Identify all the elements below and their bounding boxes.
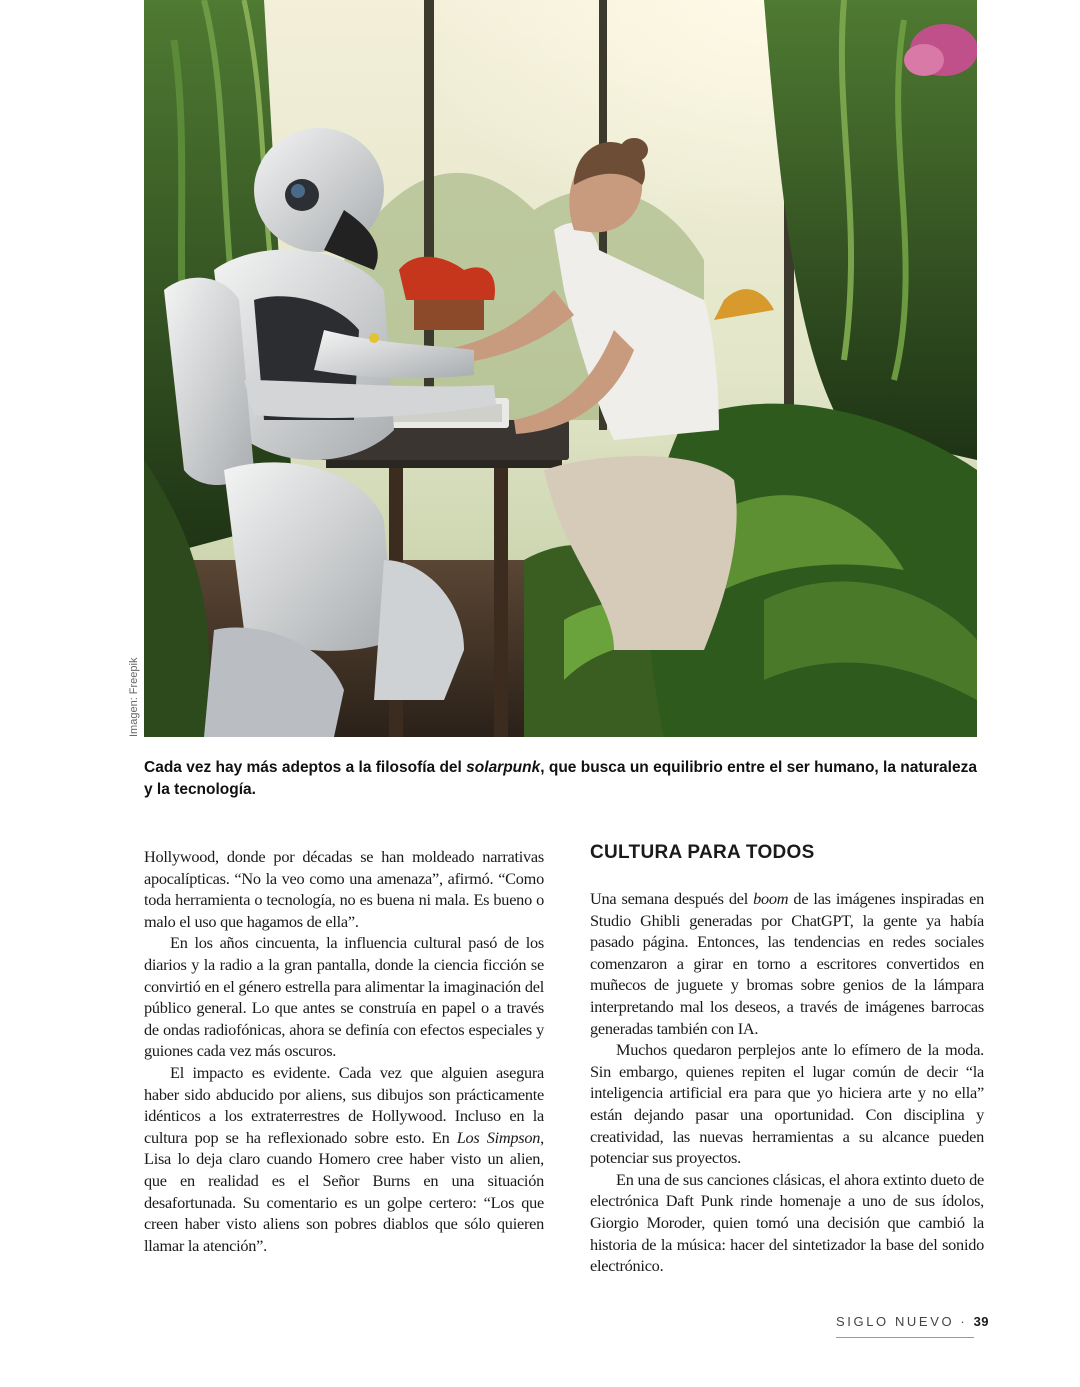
section-heading: CULTURA PARA TODOS [590, 842, 815, 863]
paragraph-text: de las imágenes inspiradas en Studio Ghibli generadas por ChatGPT, la gente ya había pasado página. Entonces, las tendencias en redes sociales comenzaron a girar en torno a escritores convertidos en muñecos de juguete y bromas sobre genios de la lámpara interpretando mal los deseos, a través de imágenes barrocas generadas también con IA. [590, 889, 984, 1038]
caption-text: Cada vez hay más adeptos a la filosofía del [144, 759, 467, 776]
magazine-name: SIGLO NUEVO [836, 1314, 955, 1329]
italic-word: boom [753, 889, 789, 908]
caption-italic: solarpunk [466, 759, 541, 776]
paragraph: En una de sus canciones clásicas, el ahora extinto dueto de electrónica Daft Punk rinde homenaje a uno de sus ídolos, Giorgio Moroder, quien tomó una decisión que cambió la historia de la música: hacer del sintetizador la base del sonido electrónico. [590, 1169, 984, 1276]
italic-title: Los Simpson [456, 1127, 541, 1147]
left-column [144, 846, 544, 1256]
footer-rule [836, 1337, 974, 1338]
paragraph-text: Una semana después del [590, 889, 754, 908]
paragraph: Hollywood, donde por décadas se han moldeado narrativas apocalípticas. “No la veo como una amenaza”, afirmó. “Como toda herramienta o tecnología, no es buena ni mala. Es bueno o malo el uso que hagamos de ella”. [144, 847, 544, 931]
paragraph-text: El impacto es evidente. Cada vez que alguien asegura haber sido abducido por aliens, sus dibujos son prácticamente idénticos a los extraterrestres de Hollywood. Incluso en la cultura pop se ha reflexionado sobre esto. En [144, 1062, 544, 1147]
right-column [590, 888, 984, 1277]
paragraph: Muchos quedaron perplejos ante lo efímero de la moda. Sin embargo, quienes repiten el lugar común de decir “la inteligencia artificial era para que yo hiciera arte y no ella” están dejando pasar una oportunidad. Con disciplina y creatividad, las nuevas herramientas a su alcance pueden potenciar sus proyectos. [590, 1040, 984, 1168]
paragraph [590, 888, 984, 1039]
photo-caption [144, 757, 984, 801]
page-footer [836, 1314, 990, 1329]
paragraph [144, 1062, 544, 1256]
footer-separator: · [960, 1314, 968, 1329]
page-number: 39 [973, 1314, 990, 1329]
caption-text-end: , que busca un equilibrio entre el ser humano, la naturaleza y la tecnología. [144, 759, 977, 798]
hero-photo [144, 0, 977, 737]
photo-credit: Imagen: Freepik [128, 657, 140, 737]
paragraph-text: , Lisa lo deja claro cuando Homero cree haber visto un alien, que en realidad es el Señor Burns en una situación desafortunada. Su comentario es un golpe certero: “Los que creen haber visto aliens son pobres diablos que sólo quieren llamar la atención”. [144, 1127, 544, 1255]
paragraph: En los años cincuenta, la influencia cultural pasó de los diarios y la radio a la gran pantalla, donde la ciencia ficción se convirtió en el género estrella para alimentar la imaginación del público general. Lo que antes se construía en papel o a través de ondas radiofónicas, ahora se definía con efectos especiales y guiones cada vez más oscuros. [144, 933, 544, 1061]
